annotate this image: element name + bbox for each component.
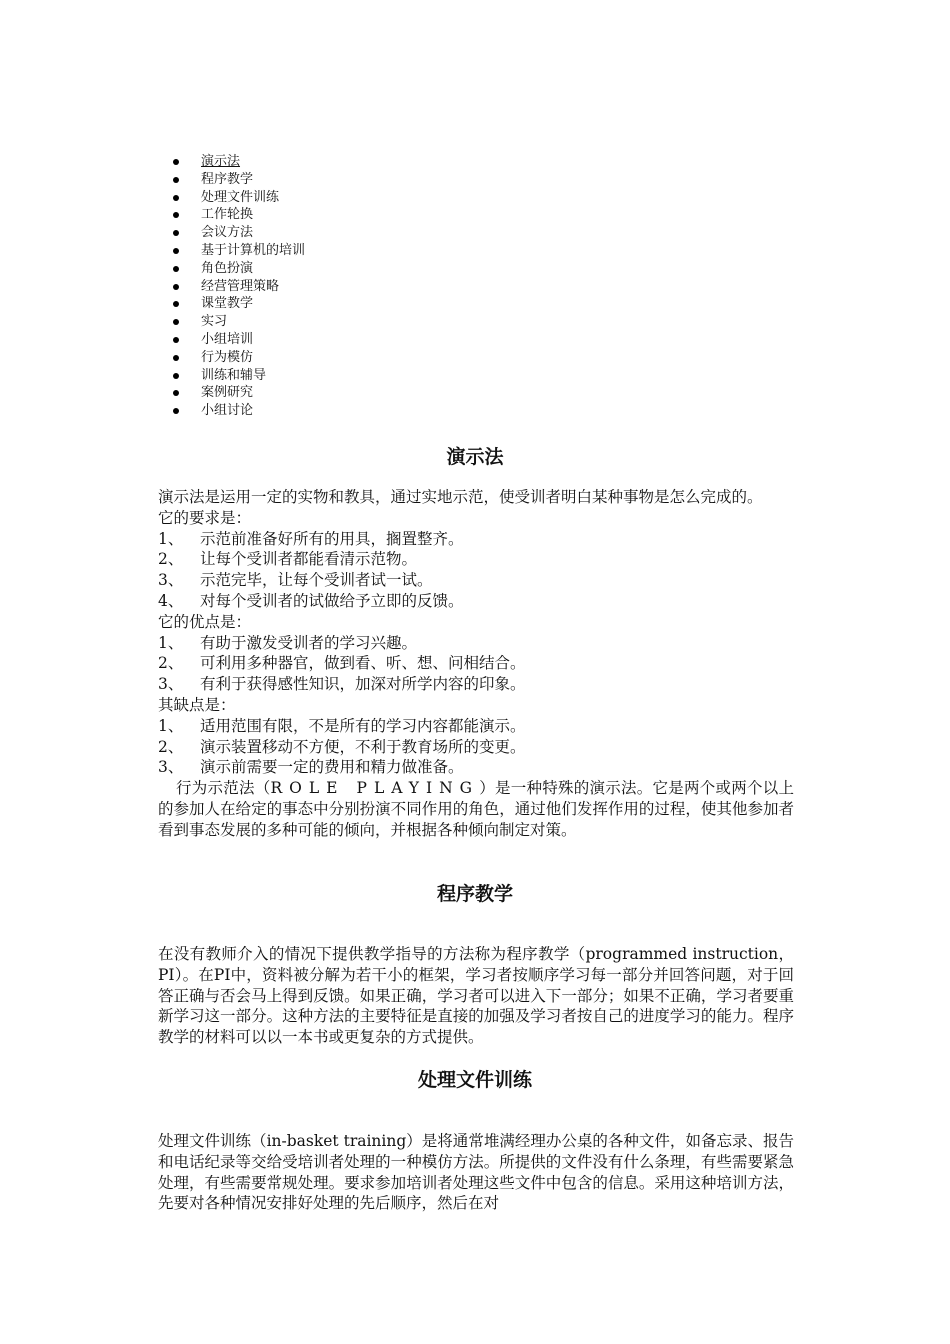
list-item — [158, 570, 794, 591]
toc-link[interactable]: 小组培训 — [201, 331, 254, 347]
list-item — [158, 549, 794, 570]
toc-item[interactable] — [170, 402, 305, 420]
item-text: 让每个受训者都能看清示范物。 — [200, 550, 418, 569]
toc-link[interactable]: 案例研究 — [201, 385, 254, 401]
list-item — [158, 674, 794, 695]
item-number: 2、 — [158, 550, 184, 569]
list-item — [158, 591, 794, 612]
toc-item[interactable] — [170, 171, 305, 189]
bullet-icon — [173, 177, 179, 183]
list-item — [158, 757, 794, 778]
item-text: 对每个受训者的试做给予立即的反馈。 — [200, 591, 464, 610]
disadvantages-label: 其缺点是： — [158, 695, 236, 714]
item-number: 3、 — [158, 758, 184, 777]
bullet-icon — [173, 408, 179, 414]
bullet-icon — [173, 195, 179, 201]
toc-link[interactable]: 会议方法 — [201, 225, 254, 241]
bullet-icon — [173, 284, 179, 290]
toc-link[interactable]: 工作轮换 — [201, 207, 254, 223]
bullet-icon — [173, 248, 179, 254]
role-pre: 行为示范法（ — [176, 779, 271, 798]
toc-link[interactable]: 训练和辅导 — [201, 367, 267, 383]
item-text: 示范完毕，让每个受训者试一试。 — [200, 571, 433, 590]
section-heading-in-basket: 处理文件训练 — [417, 1069, 532, 1091]
toc-link[interactable]: 角色扮演 — [201, 260, 254, 276]
bullet-icon — [173, 337, 179, 343]
bullet-icon — [173, 319, 179, 325]
toc-item[interactable] — [170, 349, 305, 367]
toc-item[interactable] — [170, 189, 305, 207]
bullet-icon — [173, 301, 179, 307]
item-number: 3、 — [158, 571, 184, 590]
toc-link[interactable]: 小组讨论 — [201, 403, 254, 419]
toc-item[interactable] — [170, 313, 305, 331]
list-item — [158, 633, 794, 654]
toc-item[interactable] — [170, 242, 305, 260]
section-body-programmed-instruction — [158, 944, 794, 1048]
toc-item[interactable] — [170, 295, 305, 313]
bullet-icon — [173, 390, 179, 396]
item-number: 2、 — [158, 654, 184, 673]
toc-link[interactable]: 程序教学 — [201, 171, 254, 187]
section-heading-programmed-instruction: 程序教学 — [436, 883, 513, 905]
list-item — [158, 653, 794, 674]
bullet-icon — [173, 212, 179, 218]
item-text: 演示前需要一定的费用和精力做准备。 — [200, 758, 464, 777]
section-body-demonstration — [158, 487, 794, 841]
item-text: 有利于获得感性知识，加深对所学内容的印象。 — [200, 675, 526, 694]
toc-item[interactable] — [170, 206, 305, 224]
item-text: 示范前准备好所有的用具，搁置整齐。 — [200, 529, 464, 548]
toc-link[interactable]: 行为模仿 — [201, 349, 254, 365]
item-number: 1、 — [158, 716, 184, 735]
toc-link[interactable]: 课堂教学 — [201, 296, 254, 312]
toc-link[interactable]: 实习 — [201, 314, 228, 330]
item-text: 适用范围有限，不是所有的学习内容都能演示。 — [200, 716, 526, 735]
toc-item[interactable] — [170, 153, 305, 171]
requirements-label: 它的要求是： — [158, 508, 252, 527]
toc-link[interactable]: 演示法 — [201, 154, 241, 169]
bullet-icon — [173, 159, 179, 165]
item-number: 3、 — [158, 675, 184, 694]
section-heading-demonstration: 演示法 — [446, 446, 504, 468]
toc-link[interactable]: 处理文件训练 — [201, 189, 280, 205]
item-number: 1、 — [158, 633, 184, 652]
list-item — [158, 529, 794, 550]
role-post: ）是一种特殊的演示法。它是两个或两个以上的参加人在给定的事态中分别扮演不同作用的角色，通过他们发挥作用的过程，使其他参加者看到事态发展的多种可能的倾向，并根据各种倾向制定对策。 — [158, 779, 794, 839]
toc-link[interactable]: 经营管理策略 — [201, 278, 280, 294]
paragraph-intro: 演示法是运用一定的实物和教具，通过实地示范，使受训者明白某种事物是怎么完成的。 — [158, 488, 763, 506]
item-number: 4、 — [158, 591, 184, 610]
bullet-icon — [173, 373, 179, 379]
toc-item[interactable] — [170, 367, 305, 385]
bullet-icon — [173, 266, 179, 272]
paragraph-role-playing — [158, 778, 794, 840]
table-of-contents — [170, 153, 305, 420]
item-number: 2、 — [158, 737, 184, 756]
toc-item[interactable] — [170, 331, 305, 349]
toc-item[interactable] — [170, 384, 305, 402]
toc-link[interactable]: 基于计算机的培训 — [201, 242, 306, 258]
item-text: 演示装置移动不方便，不利于教育场所的变更。 — [200, 737, 526, 756]
advantages-label: 它的优点是： — [158, 612, 252, 631]
toc-item[interactable] — [170, 278, 305, 296]
bullet-icon — [173, 230, 179, 236]
list-item — [158, 716, 794, 737]
paragraph-in-basket: 处理文件训练（in-basket training）是将通常堆满经理办公桌的各种文件，如备忘录、报告和电话纪录等交给受培训者处理的一种模仿方法。所提供的文件没有什么条理，有些需要紧急处理，有些需要常规处理。要求参加培训者处理这些文件中包含的信息。采用这种培训方法，先要对各种情况安排好处理的先后顺序，然后在对 — [158, 1132, 794, 1213]
toc-item[interactable] — [170, 224, 305, 242]
list-item — [158, 737, 794, 758]
role-term: ROLE PLAYING — [270, 779, 479, 798]
section-body-in-basket — [158, 1131, 794, 1214]
toc-item[interactable] — [170, 260, 305, 278]
item-text: 可利用多种器官，做到看、听、想、问相结合。 — [200, 654, 526, 673]
item-number: 1、 — [158, 529, 184, 548]
item-text: 有助于激发受训者的学习兴趣。 — [200, 633, 418, 652]
bullet-icon — [173, 355, 179, 361]
paragraph-programmed-instruction: 在没有教师介入的情况下提供教学指导的方法称为程序教学（programmed instruction，PI）。在PI中，资料被分解为若干小的框架，学习者按顺序学习每一部分并回答问题，对于回答正确与否会马上得到反馈。如果正确，学习者可以进入下一部分；如果不正确，学习者要重新学习这一部分。这种方法的主要特征是直接的加强及学习者按自己的进度学习的能力。程序教学的材料可以以一本书或更复杂的方式提供。 — [158, 945, 794, 1047]
